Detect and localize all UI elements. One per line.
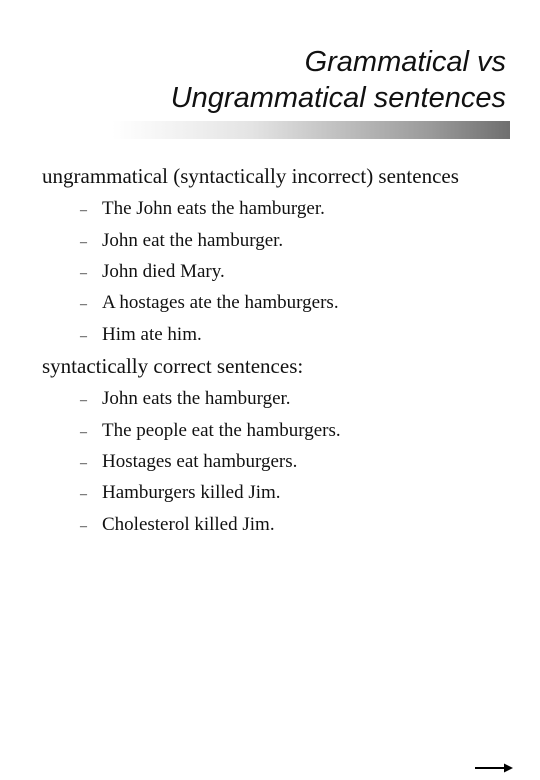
section-heading-correct: syntactically correct sentences: [42, 354, 304, 378]
list-item-text: The people eat the hamburgers. [102, 420, 341, 441]
title-line-2: Ungrammatical sentences [170, 82, 506, 114]
list-item-text: Hamburgers killed Jim. [102, 482, 281, 503]
section-heading-ungrammatical: ungrammatical (syntactically incorrect) sentences [42, 164, 459, 188]
slide-title [171, 44, 506, 116]
list-item [80, 420, 341, 442]
list-item-text: John eats the hamburger. [102, 388, 291, 409]
list-item [80, 198, 325, 220]
list-item [80, 451, 297, 473]
bullet-dash: – [80, 456, 87, 471]
list-item [80, 261, 225, 283]
list-item [80, 292, 339, 314]
bullet-dash: – [80, 266, 87, 281]
bullet-dash: – [80, 203, 87, 218]
list-item [80, 388, 291, 410]
list-item-text: John died Mary. [102, 261, 225, 282]
list-item-text: Hostages eat hamburgers. [102, 451, 298, 472]
bullet-dash: – [80, 393, 87, 408]
bullet-dash: – [80, 297, 87, 312]
list-item [80, 482, 281, 504]
list-item-text: A hostages ate the hamburgers. [102, 292, 339, 313]
list-item [80, 230, 283, 252]
list-item [80, 324, 202, 346]
right-arrow-icon[interactable] [474, 762, 514, 774]
bullet-dash: – [80, 329, 87, 344]
bullet-dash: – [80, 487, 87, 502]
list-item [80, 514, 275, 536]
list-item-text: Him ate him. [102, 324, 202, 345]
title-underline-bar [112, 121, 510, 139]
list-item-text: John eat the hamburger. [102, 230, 284, 251]
bullet-dash: – [80, 519, 87, 534]
list-item-text: Cholesterol killed Jim. [102, 514, 275, 535]
bullet-dash: – [80, 425, 87, 440]
title-line-1: Grammatical vs [304, 46, 506, 78]
bullet-dash: – [80, 235, 87, 250]
list-item-text: The John eats the hamburger. [102, 198, 325, 219]
